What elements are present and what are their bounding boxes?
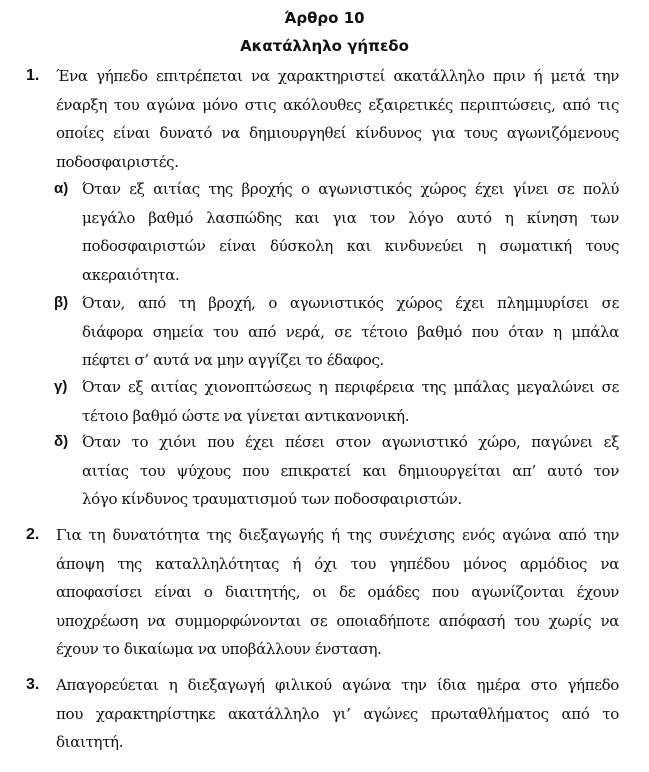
text-line: πέφτει σ’ αυτά να μην αγγίζει το έδαφος. xyxy=(82,351,384,369)
text-line: αποφασίσει είναι ο διαιτητής, οι δε ομάδες που αγωνίζονται έχουν xyxy=(56,583,619,601)
text-line: Για τη δυνατότητα της διεξαγωγής ή της συνέχισης ενός αγώνα από την xyxy=(56,526,619,544)
text-line: Απαγορεύεται η διεξαγωγή φιλικού αγώνα την ίδια ημέρα στο γήπεδο xyxy=(56,676,619,694)
text-line: οποίες είναι δυνατό να δημιουργηθεί κίνδυνος για τους αγωνιζόμενους xyxy=(56,124,619,142)
paragraph-number: 2. xyxy=(26,526,40,543)
article-title: Ακατάλληλο γήπεδο xyxy=(240,37,409,55)
text-line: τέτοιο βαθμό ώστε να γίνεται αντικανονική. xyxy=(82,406,410,425)
paragraph-text xyxy=(56,671,619,757)
text-line: διάφορα σημεία του από νερά, σε τέτοιο βαθμό που όταν η μπάλα xyxy=(82,322,619,341)
text-line: υποχρέωση να συμμορφώνονται σε οποιαδήποτε απόφασή του χωρίς να xyxy=(56,611,619,630)
text-line: μεγάλο βαθμό λασπώδης και για τον λόγο αυτό η κίνηση των xyxy=(82,208,619,227)
subitem-label: δ) xyxy=(54,433,69,450)
paragraph-number: 1. xyxy=(26,67,40,84)
subitem-text xyxy=(82,175,619,289)
article-number: Άρθρο 10 xyxy=(284,9,365,27)
subitem-text xyxy=(82,289,619,375)
paragraph-text xyxy=(56,521,619,664)
text-line: έναρξη του αγώνα μόνο στις ακόλουθες εξαιρετικές περιπτώσεις, από τις xyxy=(56,95,619,114)
text-line: ακεραιότητα. xyxy=(82,265,180,284)
text-line: διαιτητή. xyxy=(56,733,124,751)
text-line: ποδοσφαιριστών είναι δύσκολη και κινδυνεύει η σωματική τους xyxy=(82,237,619,255)
text-line: έχουν το δικαίωμα να υποβάλλουν ένσταση. xyxy=(56,640,382,658)
text-line: ποδοσφαιριστές. xyxy=(56,152,179,171)
subitem-text xyxy=(82,373,619,430)
text-line: Όταν, από τη βροχή, ο αγωνιστικός χώρος έχει πλημμυρίσει σε xyxy=(82,294,619,312)
text-line: Όταν εξ αιτίας χιονοπτώσεως η περιφέρεια της μπάλας μεγαλώνει σε xyxy=(82,378,619,396)
text-line: που χαρακτηρίστηκε ακατάλληλο γι’ αγώνες πρωταθλήματος από το xyxy=(56,704,619,723)
text-line: Όταν εξ αιτίας της βροχής ο αγωνιστικός χώρος έχει γίνει σε πολύ xyxy=(82,180,619,198)
subitem-text xyxy=(82,428,619,514)
text-line: λόγο κίνδυνος τραυματισμού των ποδοσφαιριστών. xyxy=(82,490,462,508)
text-line: Ένα γήπεδο επιτρέπεται να χαρακτηριστεί ακατάλληλο πριν ή μετά την xyxy=(56,67,619,85)
subitem-label: α) xyxy=(54,180,69,197)
text-line: άποψη της καταλληλότητας ή όχι του γηπέδου μόνος αρμόδιος να xyxy=(56,554,619,573)
text-line: Όταν το χιόνι που έχει πέσει στον αγωνιστικό χώρο, παγώνει εξ xyxy=(82,433,619,451)
subitem-label: β) xyxy=(54,294,69,311)
subitem-label: γ) xyxy=(54,378,68,395)
paragraph-text xyxy=(56,62,619,176)
paragraph-number: 3. xyxy=(26,676,40,693)
text-line: αιτίας του ψύχους που επικρατεί και δημιουργείται απ’ αυτό τον xyxy=(82,461,619,480)
